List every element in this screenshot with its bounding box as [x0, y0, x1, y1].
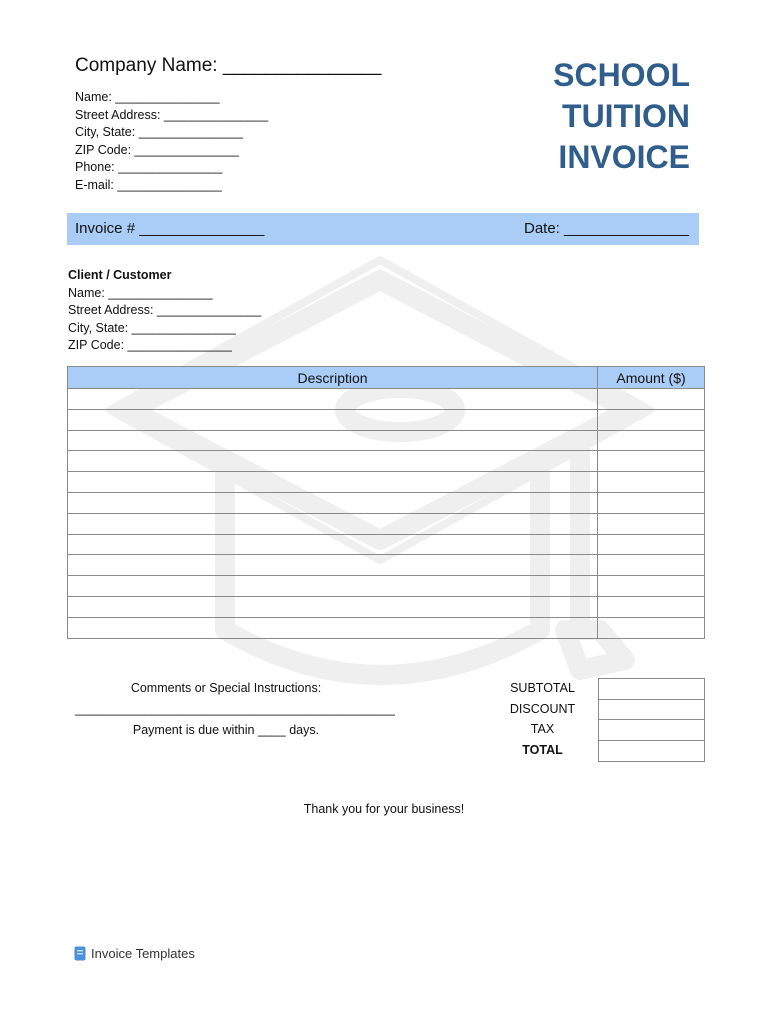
- description-cell[interactable]: [68, 472, 598, 493]
- table-row: [68, 472, 705, 493]
- company-name-line: Company Name: _______________: [75, 55, 382, 76]
- subtotal-label: SUBTOTAL: [510, 681, 575, 695]
- amount-cell[interactable]: [598, 472, 705, 493]
- document-icon: [74, 946, 86, 961]
- company-name-field: Name: _______________: [75, 90, 220, 104]
- description-cell[interactable]: [68, 409, 598, 430]
- table-row: [68, 430, 705, 451]
- table-row: [68, 492, 705, 513]
- title-line: TUITION: [562, 98, 690, 134]
- client-heading: Client / Customer: [68, 268, 172, 282]
- title-line: SCHOOL: [553, 57, 690, 93]
- table-row: [68, 596, 705, 617]
- description-cell[interactable]: [68, 430, 598, 451]
- discount-cell[interactable]: [599, 699, 705, 720]
- company-email-field: E-mail: _______________: [75, 177, 222, 192]
- description-column-header: Description: [68, 367, 598, 389]
- amount-cell[interactable]: [598, 513, 705, 534]
- amount-column-header: Amount ($): [598, 367, 705, 389]
- brand-name: Invoice Templates: [91, 946, 195, 961]
- invoice-number-field: Invoice # _______________: [75, 220, 265, 237]
- invoice-date-field: Date: _______________: [524, 220, 690, 237]
- items-table-body: [68, 389, 705, 639]
- items-table-header: [68, 367, 705, 389]
- comments-section: [75, 681, 395, 744]
- description-cell[interactable]: [68, 492, 598, 513]
- table-row: [68, 555, 705, 576]
- client-section: [68, 267, 261, 355]
- brand-logo: [74, 946, 195, 961]
- tax-cell[interactable]: [599, 720, 705, 741]
- invoice-title: [520, 55, 690, 178]
- company-info: [75, 89, 268, 194]
- description-cell[interactable]: [68, 534, 598, 555]
- comments-line: ______________________________________________: [75, 702, 395, 716]
- thank-you-note: Thank you for your business!: [303, 802, 465, 816]
- client-street-field: Street Address: _______________: [68, 303, 262, 317]
- company-street-field: Street Address: _______________: [75, 107, 269, 122]
- totals-table: [598, 678, 705, 762]
- description-cell[interactable]: [68, 451, 598, 472]
- invoice-bar: [67, 213, 699, 245]
- company-phone-field: Phone: _______________: [75, 160, 223, 174]
- description-cell[interactable]: [68, 513, 598, 534]
- subtotal-cell[interactable]: [599, 679, 705, 700]
- amount-cell[interactable]: [598, 430, 705, 451]
- tax-label: TAX: [530, 722, 555, 737]
- items-table: [67, 366, 705, 639]
- comments-label: Comments or Special Instructions:: [130, 681, 322, 695]
- amount-cell[interactable]: [598, 389, 705, 410]
- discount-label: DISCOUNT: [509, 701, 576, 716]
- client-zip-field: ZIP Code: _______________: [68, 338, 232, 352]
- description-cell[interactable]: [68, 576, 598, 597]
- table-row: [68, 451, 705, 472]
- description-cell[interactable]: [68, 389, 598, 410]
- amount-cell[interactable]: [598, 617, 705, 638]
- amount-cell[interactable]: [598, 534, 705, 555]
- totals-labels: [500, 681, 585, 764]
- description-cell[interactable]: [68, 555, 598, 576]
- company-zip-field: ZIP Code: _______________: [75, 142, 239, 157]
- amount-cell[interactable]: [598, 596, 705, 617]
- client-name-field: Name: _______________: [68, 285, 213, 300]
- title-line: INVOICE: [558, 139, 690, 175]
- total-cell[interactable]: [599, 741, 705, 762]
- client-city-field: City, State: _______________: [68, 320, 236, 335]
- description-cell[interactable]: [68, 617, 598, 638]
- table-row: [68, 617, 705, 638]
- amount-cell[interactable]: [598, 409, 705, 430]
- payment-note: Payment is due within ____ days.: [132, 723, 320, 737]
- total-label: TOTAL: [522, 743, 563, 758]
- amount-cell[interactable]: [598, 492, 705, 513]
- amount-cell[interactable]: [598, 555, 705, 576]
- amount-cell[interactable]: [598, 576, 705, 597]
- table-row: [68, 576, 705, 597]
- description-cell[interactable]: [68, 596, 598, 617]
- table-row: [68, 409, 705, 430]
- company-city-field: City, State: _______________: [75, 125, 243, 139]
- table-row: [68, 534, 705, 555]
- amount-cell[interactable]: [598, 451, 705, 472]
- table-row: [68, 389, 705, 410]
- table-row: [68, 513, 705, 534]
